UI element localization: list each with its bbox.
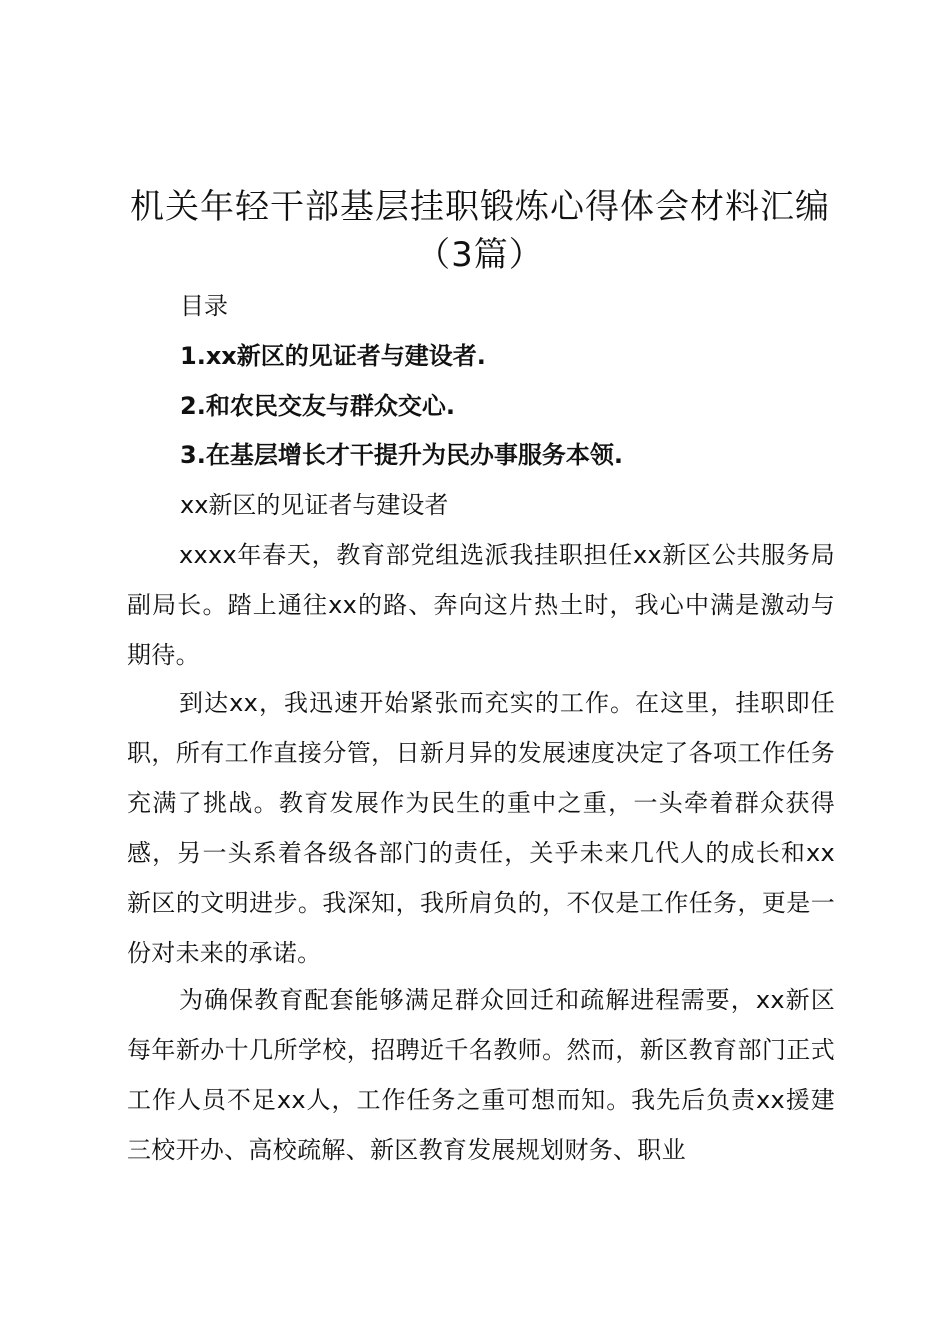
document-title: 机关年轻干部基层挂职锻炼心得体会材料汇编 [130,187,830,227]
toc-item: 1.xx新区的见证者与建设者. [180,342,486,370]
body-paragraph: 到达xx，我迅速开始紧张而充实的工作。在这里，挂职即任职，所有工作直接分管，日新月异的发展速度决定了各项工作任务充满了挑战。教育发展作为民生的重中之重，一头牵着群众获得感，另一头系着各级各部门的责任，关乎未来几代人的成长和xx新区的文明进步。我深知，我所肩负的，不仅是工作任务，更是一份对未来的承诺。 [127,689,835,967]
toc-item: 2.和农民交友与群众交心. [180,392,455,420]
body-paragraph: 为确保教育配套能够满足群众回迁和疏解进程需要，xx新区每年新办十几所学校，招聘近千名教师。然而，新区教育部门正式工作人员不足xx人，工作任务之重可想而知。我先后负责xx援建三校开办、高校疏解、新区教育发展规划财务、职业 [127,986,835,1164]
toc-heading: 目录 [180,292,228,320]
toc-item: 3.在基层增长才干提升为民办事服务本领. [180,441,623,469]
body-paragraph: xxxx年春天，教育部党组选派我挂职担任xx新区公共服务局副局长。踏上通往xx的路、奔向这片热土时，我心中满是激动与期待。 [127,541,835,669]
document-title-count: （3篇） [416,235,544,275]
section-title: xx新区的见证者与建设者 [180,491,449,519]
